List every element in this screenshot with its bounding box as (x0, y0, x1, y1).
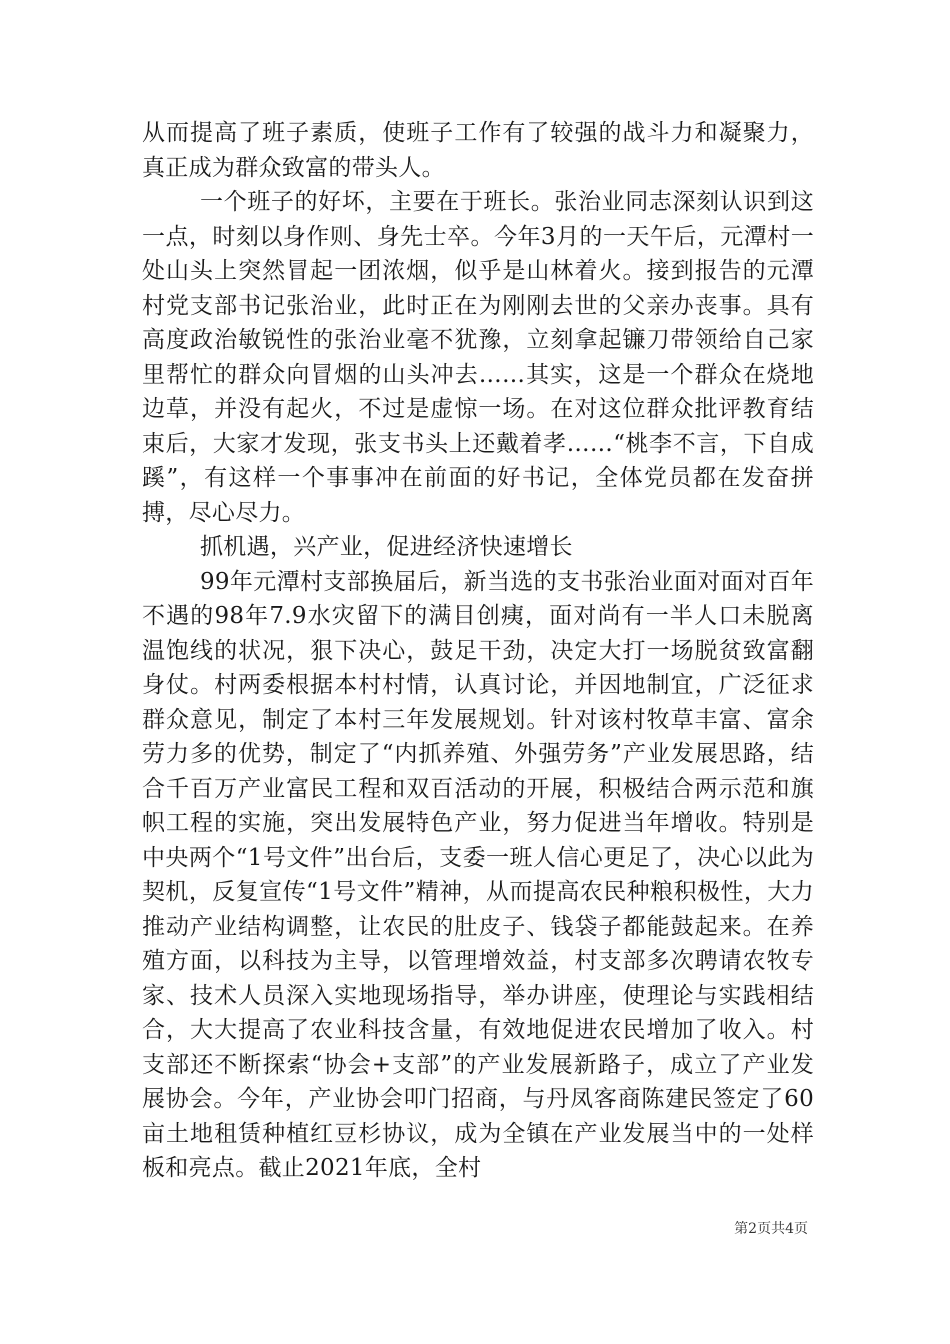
paragraph-economic-development: 99年元潭村支部换届后，新当选的支书张治业面对面对百年不遇的98年7.9水灾留下的满目创痍，面对尚有一半人口未脱离温饱线的状况，狠下决心，鼓足干劲，决定大打一场脱贫致富翻身仗。村两委根据本村村情，认真讨论，并因地制宜，广泛征求群众意见，制定了本村三年发展规划。针对该村牧草丰富、富余劳力多的优势，制定了“内抓养殖、外强劳务”产业发展思路，结合千百万产业富民工程和双百活动的开展，积极结合两示范和旗帜工程的实施，突出发展特色产业，努力促进当年增收。特别是中央两个“1号文件”出台后，支委一班人信心更足了，决心以此为契机，反复宣传“1号文件”精神，从而提高农民种粮积极性，大力推动产业结构调整，让农民的肚皮子、钱袋子都能鼓起来。在养殖方面，以科技为主导，以管理增效益，村支部多次聘请农牧专家、技术人员深入实地现场指导，举办讲座，使理论与实践相结合，大大提高了农业科技含量，有效地促进农民增加了收入。村支部还不断探索“协会+支部”的产业发展新路子，成立了产业发展协会。今年，产业协会叩门招商，与丹凤客商陈建民签定了60亩土地租赁种植红豆杉协议，成为全镇在产业发展当中的一处样板和亮点。截止2021年底，全村 (142, 568, 814, 1181)
section-heading: 抓机遇，兴产业，促进经济快速增长 (200, 534, 573, 560)
paragraph-continuation: 从而提高了班子素质，使班子工作有了较强的战斗力和凝聚力，真正成为群众致富的带头人。 (142, 120, 814, 181)
page-number-footer: 第2页共4页 (734, 1221, 808, 1237)
document-body (142, 116, 814, 1186)
paragraph-leader-example: 一个班子的好坏，主要在于班长。张治业同志深刻认识到这一点，时刻以身作则、身先士卒。今年3月的一天午后，元潭村一处山头上突然冒起一团浓烟，似乎是山林着火。接到报告的元潭村党支部书记张治业，此时正在为刚刚去世的父亲办丧事。具有高度政治敏锐性的张治业毫不犹豫，立刻拿起镰刀带领给自己家里帮忙的群众向冒烟的山头冲去……其实，这是一个群众在烧地边草，并没有起火，不过是虚惊一场。在对这位群众批评教育结束后，大家才发现，张支书头上还戴着孝……“桃李不言，下自成蹊”，有这样一个事事冲在前面的好书记，全体党员都在发奋拼搏，尽心尽力。 (142, 189, 814, 526)
